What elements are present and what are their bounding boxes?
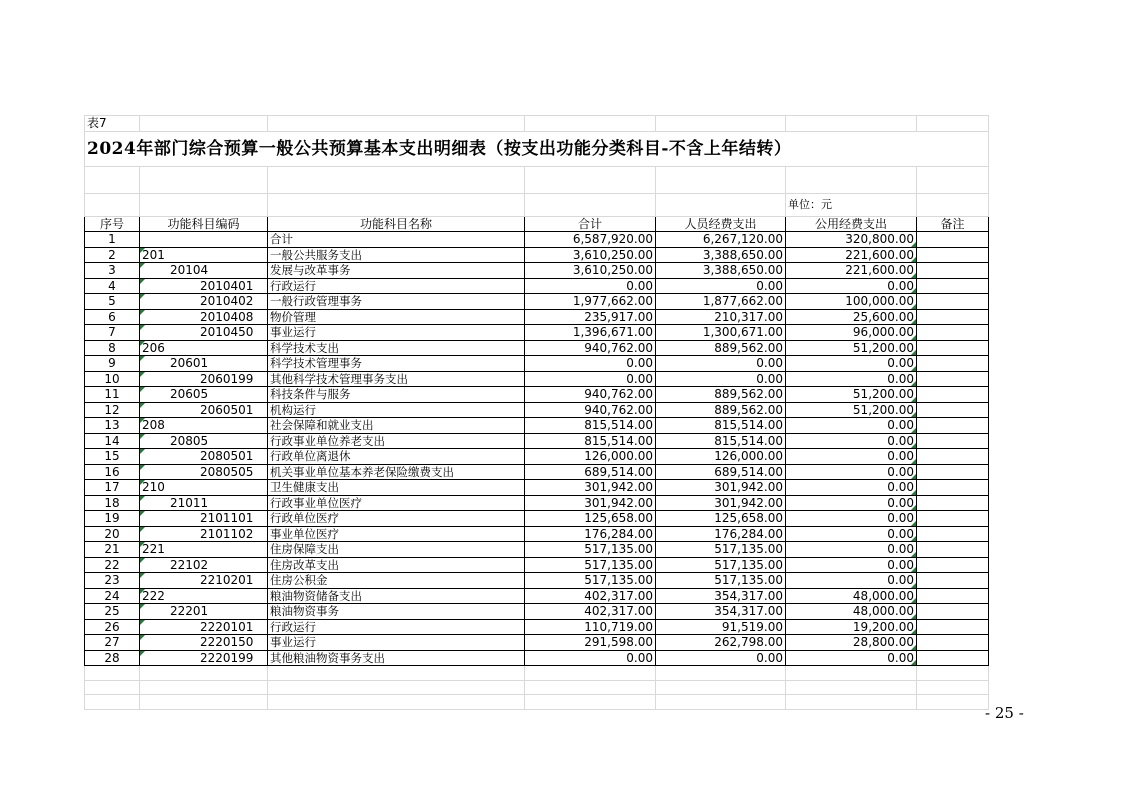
header-public: 公用经费支出 <box>786 216 917 232</box>
row-public: 96,000.00 <box>786 325 917 341</box>
row-remarks <box>917 356 989 372</box>
page-number: - 25 - <box>985 704 1024 722</box>
row-remarks <box>917 294 989 310</box>
row-personnel: 301,942.00 <box>656 495 786 511</box>
row-name: 事业单位医疗 <box>268 526 525 542</box>
row-code: 2010402 <box>140 294 268 310</box>
row-remarks <box>917 542 989 558</box>
table-row <box>85 464 989 480</box>
row-total: 0.00 <box>525 371 656 387</box>
row-total: 517,135.00 <box>525 542 656 558</box>
row-name: 卫生健康支出 <box>268 480 525 496</box>
row-code <box>140 232 268 248</box>
row-total: 402,317.00 <box>525 604 656 620</box>
row-total: 125,658.00 <box>525 511 656 527</box>
row-number: 8 <box>85 340 140 356</box>
row-remarks <box>917 588 989 604</box>
row-total: 1,396,671.00 <box>525 325 656 341</box>
row-personnel: 3,388,650.00 <box>656 263 786 279</box>
row-total: 815,514.00 <box>525 433 656 449</box>
row-total: 940,762.00 <box>525 340 656 356</box>
table-row <box>85 232 989 248</box>
row-code: 208 <box>140 418 268 434</box>
row-name: 事业运行 <box>268 635 525 651</box>
row-public: 0.00 <box>786 278 917 294</box>
row-total: 940,762.00 <box>525 402 656 418</box>
row-public: 221,600.00 <box>786 263 917 279</box>
table-row <box>85 340 989 356</box>
table-row <box>85 247 989 263</box>
row-public: 19,200.00 <box>786 619 917 635</box>
row-total: 0.00 <box>525 356 656 372</box>
row-code: 2220101 <box>140 619 268 635</box>
row-number: 14 <box>85 433 140 449</box>
row-personnel: 815,514.00 <box>656 433 786 449</box>
row-remarks <box>917 495 989 511</box>
row-public: 0.00 <box>786 526 917 542</box>
header-row <box>85 216 989 232</box>
row-code: 221 <box>140 542 268 558</box>
row-personnel: 889,562.00 <box>656 387 786 403</box>
row-remarks <box>917 480 989 496</box>
row-total: 291,598.00 <box>525 635 656 651</box>
row-personnel: 815,514.00 <box>656 418 786 434</box>
row-number: 17 <box>85 480 140 496</box>
table-row <box>85 449 989 465</box>
row-remarks <box>917 263 989 279</box>
row-total: 517,135.00 <box>525 573 656 589</box>
row-code: 210 <box>140 480 268 496</box>
table-row <box>85 356 989 372</box>
row-number: 28 <box>85 650 140 666</box>
row-name: 科学技术管理事务 <box>268 356 525 372</box>
row-personnel: 91,519.00 <box>656 619 786 635</box>
row-personnel: 1,877,662.00 <box>656 294 786 310</box>
empty-row <box>85 666 989 681</box>
row-code: 2010408 <box>140 309 268 325</box>
row-personnel: 176,284.00 <box>656 526 786 542</box>
title-row <box>85 131 989 166</box>
sheet-tag: 表7 <box>85 116 140 132</box>
row-number: 23 <box>85 573 140 589</box>
row-code: 2220150 <box>140 635 268 651</box>
row-code: 20605 <box>140 387 268 403</box>
row-name: 行政单位离退休 <box>268 449 525 465</box>
row-total: 235,917.00 <box>525 309 656 325</box>
table-row <box>85 542 989 558</box>
row-code: 2101102 <box>140 526 268 542</box>
row-total: 815,514.00 <box>525 418 656 434</box>
row-code: 2060199 <box>140 371 268 387</box>
row-code: 222 <box>140 588 268 604</box>
row-public: 0.00 <box>786 511 917 527</box>
row-public: 0.00 <box>786 480 917 496</box>
row-personnel: 517,135.00 <box>656 542 786 558</box>
row-public: 0.00 <box>786 356 917 372</box>
row-code: 2101101 <box>140 511 268 527</box>
row-code: 201 <box>140 247 268 263</box>
row-code: 2010401 <box>140 278 268 294</box>
row-total: 176,284.00 <box>525 526 656 542</box>
row-public: 0.00 <box>786 495 917 511</box>
row-remarks <box>917 573 989 589</box>
row-remarks <box>917 464 989 480</box>
row-public: 100,000.00 <box>786 294 917 310</box>
unit-row <box>85 193 989 216</box>
row-number: 18 <box>85 495 140 511</box>
row-public: 51,200.00 <box>786 340 917 356</box>
empty-row <box>85 680 989 695</box>
table-row <box>85 573 989 589</box>
row-public: 0.00 <box>786 418 917 434</box>
row-number: 7 <box>85 325 140 341</box>
row-name: 机构运行 <box>268 402 525 418</box>
row-total: 0.00 <box>525 278 656 294</box>
row-total: 689,514.00 <box>525 464 656 480</box>
row-remarks <box>917 309 989 325</box>
row-public: 51,200.00 <box>786 387 917 403</box>
table-row <box>85 511 989 527</box>
header-total: 合计 <box>525 216 656 232</box>
row-name: 事业运行 <box>268 325 525 341</box>
empty-row <box>85 695 989 710</box>
row-code: 2080505 <box>140 464 268 480</box>
row-number: 6 <box>85 309 140 325</box>
row-number: 5 <box>85 294 140 310</box>
row-name: 粮油物资事务 <box>268 604 525 620</box>
row-code: 22201 <box>140 604 268 620</box>
table-row <box>85 557 989 573</box>
row-personnel: 889,562.00 <box>656 340 786 356</box>
row-public: 0.00 <box>786 650 917 666</box>
row-total: 402,317.00 <box>525 588 656 604</box>
table-row <box>85 309 989 325</box>
row-remarks <box>917 371 989 387</box>
row-name: 其他粮油物资事务支出 <box>268 650 525 666</box>
row-number: 11 <box>85 387 140 403</box>
row-personnel: 0.00 <box>656 356 786 372</box>
row-public: 51,200.00 <box>786 402 917 418</box>
row-remarks <box>917 557 989 573</box>
row-name: 粮油物资储备支出 <box>268 588 525 604</box>
row-public: 0.00 <box>786 449 917 465</box>
row-name: 一般行政管理事务 <box>268 294 525 310</box>
header-name: 功能科目名称 <box>268 216 525 232</box>
row-remarks <box>917 449 989 465</box>
row-remarks <box>917 325 989 341</box>
row-public: 48,000.00 <box>786 604 917 620</box>
row-code: 22102 <box>140 557 268 573</box>
row-name: 住房改革支出 <box>268 557 525 573</box>
table-row <box>85 294 989 310</box>
row-number: 20 <box>85 526 140 542</box>
row-remarks <box>917 650 989 666</box>
row-total: 3,610,250.00 <box>525 247 656 263</box>
row-remarks <box>917 247 989 263</box>
table-row <box>85 480 989 496</box>
row-number: 3 <box>85 263 140 279</box>
row-code: 2220199 <box>140 650 268 666</box>
row-total: 6,587,920.00 <box>525 232 656 248</box>
table-row <box>85 263 989 279</box>
row-name: 科技条件与服务 <box>268 387 525 403</box>
row-name: 合计 <box>268 232 525 248</box>
row-personnel: 889,562.00 <box>656 402 786 418</box>
row-name: 住房公积金 <box>268 573 525 589</box>
row-personnel: 3,388,650.00 <box>656 247 786 263</box>
table-row <box>85 402 989 418</box>
row-public: 320,800.00 <box>786 232 917 248</box>
row-personnel: 689,514.00 <box>656 464 786 480</box>
row-personnel: 0.00 <box>656 278 786 294</box>
row-number: 15 <box>85 449 140 465</box>
row-name: 发展与改革事务 <box>268 263 525 279</box>
row-remarks <box>917 402 989 418</box>
row-name: 机关事业单位基本养老保险缴费支出 <box>268 464 525 480</box>
table-row <box>85 588 989 604</box>
sheet-tag-row <box>85 116 989 132</box>
budget-table <box>84 115 989 710</box>
row-number: 22 <box>85 557 140 573</box>
row-public: 48,000.00 <box>786 588 917 604</box>
table-row <box>85 526 989 542</box>
table-title: 2024年部门综合预算一般公共预算基本支出明细表（按支出功能分类科目-不含上年结转） <box>85 131 989 166</box>
row-remarks <box>917 635 989 651</box>
row-name: 一般公共服务支出 <box>268 247 525 263</box>
row-total: 301,942.00 <box>525 480 656 496</box>
row-total: 517,135.00 <box>525 557 656 573</box>
row-remarks <box>917 340 989 356</box>
header-personnel: 人员经费支出 <box>656 216 786 232</box>
header-code: 功能科目编码 <box>140 216 268 232</box>
row-personnel: 210,317.00 <box>656 309 786 325</box>
blank-row <box>85 166 989 193</box>
row-total: 3,610,250.00 <box>525 263 656 279</box>
row-number: 1 <box>85 232 140 248</box>
row-name: 其他科学技术管理事务支出 <box>268 371 525 387</box>
row-public: 28,800.00 <box>786 635 917 651</box>
row-personnel: 301,942.00 <box>656 480 786 496</box>
row-number: 24 <box>85 588 140 604</box>
row-personnel: 126,000.00 <box>656 449 786 465</box>
row-personnel: 6,267,120.00 <box>656 232 786 248</box>
table-row <box>85 371 989 387</box>
row-name: 物价管理 <box>268 309 525 325</box>
row-personnel: 262,798.00 <box>656 635 786 651</box>
row-remarks <box>917 232 989 248</box>
row-number: 12 <box>85 402 140 418</box>
row-code: 21011 <box>140 495 268 511</box>
row-personnel: 0.00 <box>656 650 786 666</box>
row-number: 13 <box>85 418 140 434</box>
header-no: 序号 <box>85 216 140 232</box>
row-personnel: 354,317.00 <box>656 588 786 604</box>
header-remarks: 备注 <box>917 216 989 232</box>
row-number: 9 <box>85 356 140 372</box>
row-public: 0.00 <box>786 573 917 589</box>
row-number: 10 <box>85 371 140 387</box>
row-total: 126,000.00 <box>525 449 656 465</box>
row-name: 行政事业单位养老支出 <box>268 433 525 449</box>
table-row <box>85 418 989 434</box>
row-personnel: 517,135.00 <box>656 573 786 589</box>
row-number: 2 <box>85 247 140 263</box>
row-name: 住房保障支出 <box>268 542 525 558</box>
table-row <box>85 604 989 620</box>
row-code: 2060501 <box>140 402 268 418</box>
row-code: 2010450 <box>140 325 268 341</box>
row-name: 社会保障和就业支出 <box>268 418 525 434</box>
row-personnel: 517,135.00 <box>656 557 786 573</box>
row-public: 0.00 <box>786 371 917 387</box>
table-row <box>85 619 989 635</box>
row-public: 0.00 <box>786 433 917 449</box>
row-public: 25,600.00 <box>786 309 917 325</box>
table-row <box>85 433 989 449</box>
row-code: 20104 <box>140 263 268 279</box>
row-total: 940,762.00 <box>525 387 656 403</box>
row-personnel: 354,317.00 <box>656 604 786 620</box>
table-row <box>85 650 989 666</box>
row-remarks <box>917 526 989 542</box>
row-remarks <box>917 511 989 527</box>
unit-label: 单位：元 <box>786 193 917 216</box>
row-total: 0.00 <box>525 650 656 666</box>
row-name: 行政单位医疗 <box>268 511 525 527</box>
row-personnel: 0.00 <box>656 371 786 387</box>
row-name: 行政运行 <box>268 619 525 635</box>
row-remarks <box>917 619 989 635</box>
row-number: 27 <box>85 635 140 651</box>
row-number: 19 <box>85 511 140 527</box>
table-row <box>85 325 989 341</box>
row-remarks <box>917 433 989 449</box>
row-total: 301,942.00 <box>525 495 656 511</box>
row-code: 20805 <box>140 433 268 449</box>
row-number: 25 <box>85 604 140 620</box>
row-name: 科学技术支出 <box>268 340 525 356</box>
row-number: 16 <box>85 464 140 480</box>
table-row <box>85 387 989 403</box>
row-total: 110,719.00 <box>525 619 656 635</box>
row-code: 20601 <box>140 356 268 372</box>
row-remarks <box>917 278 989 294</box>
table-row <box>85 635 989 651</box>
row-code: 2210201 <box>140 573 268 589</box>
row-remarks <box>917 604 989 620</box>
table-row <box>85 278 989 294</box>
row-public: 0.00 <box>786 542 917 558</box>
row-name: 行政事业单位医疗 <box>268 495 525 511</box>
row-remarks <box>917 387 989 403</box>
row-code: 2080501 <box>140 449 268 465</box>
row-code: 206 <box>140 340 268 356</box>
row-total: 1,977,662.00 <box>525 294 656 310</box>
table-row <box>85 495 989 511</box>
row-number: 4 <box>85 278 140 294</box>
row-personnel: 1,300,671.00 <box>656 325 786 341</box>
row-number: 26 <box>85 619 140 635</box>
row-name: 行政运行 <box>268 278 525 294</box>
row-public: 221,600.00 <box>786 247 917 263</box>
row-public: 0.00 <box>786 464 917 480</box>
row-public: 0.00 <box>786 557 917 573</box>
row-remarks <box>917 418 989 434</box>
row-personnel: 125,658.00 <box>656 511 786 527</box>
row-number: 21 <box>85 542 140 558</box>
